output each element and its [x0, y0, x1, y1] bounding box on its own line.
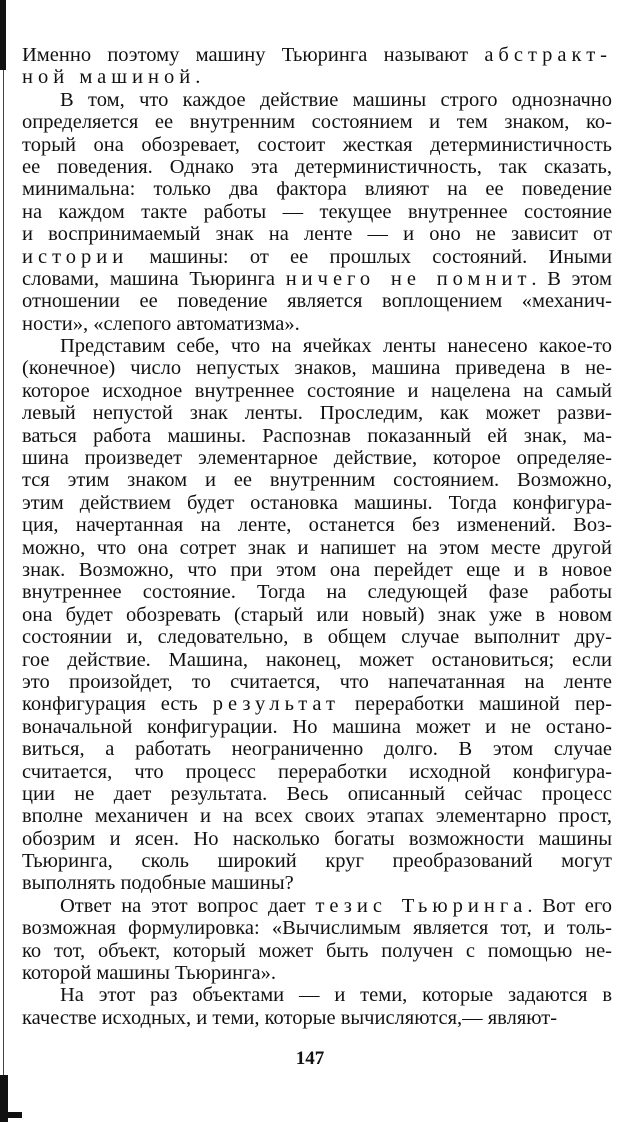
text-line [22, 380, 612, 402]
text-line [22, 447, 612, 469]
text-segment: этим действием будет остановка машины. Тогда конфигура- [22, 491, 612, 514]
text-segment: гое действие. Машина, наконец, может остановиться; если [22, 648, 612, 671]
text-segment: шина произведет элементарное действие, которое определяе- [22, 447, 612, 470]
text-segment: и воспринимаемый знак на ленте — и оно не зависит от [22, 223, 612, 246]
spaced-emphasis: истории [22, 245, 129, 268]
text-line [22, 44, 612, 66]
paragraph [22, 89, 612, 335]
text-segment: можно, что она сотрет знак и напишет на этом месте другой [22, 536, 612, 559]
text-line [22, 492, 612, 514]
text-segment: отношении ее поведение является воплощением «механич- [22, 290, 612, 313]
paragraph [22, 44, 612, 89]
text-line [22, 761, 612, 783]
text-segment: на каждом такте работы — текущее внутреннее состояние [22, 200, 612, 223]
text-line [22, 313, 612, 335]
spaced-emphasis: ной машиной [22, 66, 196, 89]
text-segment: ваться работа машины. Распознав показанный ей знак, ма- [22, 424, 612, 447]
text-line [22, 201, 612, 223]
text-segment: Ответ на этот вопрос дает [60, 894, 316, 917]
scan-edge-base [0, 1112, 22, 1118]
spaced-emphasis: ничего не помнит [285, 267, 532, 290]
text-line [22, 66, 612, 88]
text-segment: которое исходное внутреннее состояние и нацелена на самый [22, 379, 612, 402]
scan-edge-shadow [0, 0, 6, 70]
text-segment: конфигурация есть [22, 693, 213, 716]
text-line [22, 335, 612, 357]
text-segment: ции не дает результата. Весь описанный сейчас процесс [22, 782, 612, 805]
text-line [22, 716, 612, 738]
text-line [22, 357, 612, 379]
text-line [22, 917, 612, 939]
text-segment: качестве исходных, и теми, которые вычисляются,— являют- [22, 1006, 558, 1029]
text-line [22, 671, 612, 693]
text-segment: Представим себе, что на ячейках ленты нанесено какое-то [60, 335, 612, 358]
text-segment: это произойдет, то считается, что напечатанная на ленте [22, 670, 612, 693]
text-line [22, 134, 612, 156]
text-line [22, 805, 612, 827]
text-segment: Именно поэтому машину Тьюринга называют [22, 44, 485, 66]
text-line [22, 940, 612, 962]
text-line [22, 962, 612, 984]
text-segment: . [195, 66, 201, 89]
text-segment: ности», «слепого автоматизма». [22, 312, 300, 335]
text-line [22, 604, 612, 626]
text-segment: словами, машина Тьюринга [22, 267, 286, 290]
paragraph [22, 895, 612, 985]
text-line [22, 402, 612, 424]
page-number: 147 [295, 1048, 325, 1069]
scan-edge-line [3, 70, 4, 1080]
text-line [22, 469, 612, 491]
text-line [22, 783, 612, 805]
text-line [22, 537, 612, 559]
text-segment: возможная формулировка: «Вычислимым является тот, и толь- [22, 917, 612, 940]
text-segment: На этот раз объектами — и теми, которые задаются в [60, 984, 612, 1007]
paragraph [22, 984, 612, 1029]
text-segment: состоянии и, следовательно, в общем случае выполнит дру- [22, 626, 612, 649]
text-line [22, 738, 612, 760]
text-line [22, 984, 612, 1006]
text-line [22, 223, 612, 245]
text-line [22, 872, 612, 894]
text-segment: ее поведения. Однако эта детерминистичность, так сказать, [22, 155, 612, 178]
text-line [22, 693, 612, 715]
text-segment: тся этим знаком и ее внутренним состоянием. Возможно, [22, 469, 612, 492]
page-body-text [22, 44, 612, 1029]
text-segment: обозрим и ясен. Но насколько богаты возможности машины [22, 827, 612, 850]
text-segment: минимальна: только два фактора влияют на ее поведение [22, 178, 612, 201]
text-line [22, 559, 612, 581]
text-segment: она будет обозревать (старый или новый) знак уже в новом [22, 603, 612, 626]
text-line [22, 111, 612, 133]
text-segment: воначальной конфигурации. Но машина может и не остано- [22, 715, 612, 738]
text-segment: левый непустой знак ленты. Проследим, как может разви- [22, 402, 612, 425]
text-segment: торый она обозревает, состоит жесткая детерминистичность [22, 133, 612, 156]
text-line [22, 1007, 612, 1029]
text-segment: переработки машиной пер- [339, 693, 613, 716]
text-line [22, 290, 612, 312]
text-line [22, 828, 612, 850]
text-segment: внутреннее состояние. Тогда на следующей фазе работы [22, 581, 612, 604]
text-line [22, 89, 612, 111]
text-line [22, 626, 612, 648]
text-segment: которой машины Тьюринга». [22, 962, 276, 985]
text-line [22, 425, 612, 447]
spaced-emphasis: результат [212, 693, 340, 716]
text-segment: ко тот, объект, который может быть получен с помощью не- [22, 939, 612, 962]
spaced-emphasis: тезис Тьюринга [315, 894, 528, 917]
text-segment: . Вот его [527, 894, 612, 917]
text-line [22, 649, 612, 671]
text-line [22, 850, 612, 872]
text-line [22, 156, 612, 178]
text-line [22, 246, 612, 268]
text-segment: (конечное) число непустых знаков, машина приведена в не- [22, 357, 612, 380]
text-segment: знак. Возможно, что при этом она перейдет еще и в новое [22, 558, 612, 581]
text-segment: В том, что каждое действие машины строго однозначно [60, 88, 612, 111]
spaced-emphasis: абстракт- [484, 44, 612, 66]
text-segment: вполне механичен и на всех своих этапах элементарно прост, [22, 805, 612, 828]
text-line [22, 895, 612, 917]
text-segment: машины: от ее прошлых состояний. Иными [128, 245, 612, 268]
text-line [22, 514, 612, 536]
text-line [22, 581, 612, 603]
text-segment: виться, а работать неограниченно долго. В этом случае [22, 738, 612, 761]
text-line [22, 268, 612, 290]
text-segment: считается, что процесс переработки исходной конфигура- [22, 760, 612, 783]
text-segment: выполнять подобные машины? [22, 872, 294, 895]
text-segment: Тьюринга, сколь широкий круг преобразований могут [22, 850, 612, 873]
text-segment: ция, начертанная на ленте, останется без изменений. Воз- [22, 514, 612, 537]
text-segment: определяется ее внутренним состоянием и тем знаком, ко- [22, 111, 612, 134]
text-segment: . В этом [531, 267, 612, 290]
text-line [22, 178, 612, 200]
paragraph [22, 335, 612, 895]
